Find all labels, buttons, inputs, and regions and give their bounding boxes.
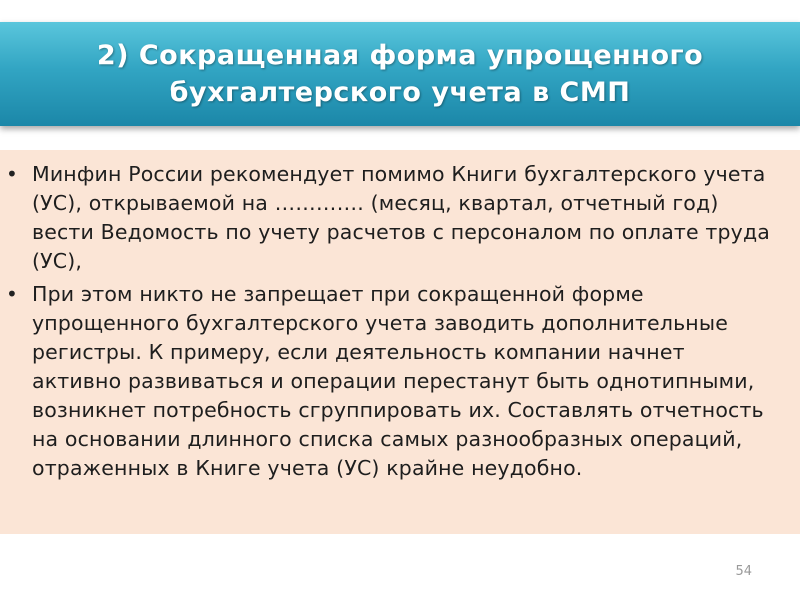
bullet-item bbox=[6, 160, 776, 276]
slide-title bbox=[40, 37, 760, 111]
bullet-marker: • bbox=[6, 162, 18, 186]
page-number: 54 bbox=[735, 564, 752, 579]
bullet-item bbox=[6, 280, 776, 483]
bullet-marker: • bbox=[6, 282, 18, 306]
content-panel bbox=[0, 150, 800, 534]
bullet-text: Минфин России рекомендует помимо Книги бухгалтерского учета (УС), открываемой на …………. (месяц, квартал, отчетный год) вести Ведомость по учету расчетов с персоналом по оплате труда (УС), bbox=[32, 162, 771, 273]
slide-title-line-2: бухгалтерского учета в СМП bbox=[169, 77, 631, 108]
title-banner bbox=[0, 22, 800, 126]
bullet-list bbox=[6, 160, 776, 487]
bullet-text: При этом никто не запрещает при сокращенной форме упрощенного бухгалтерского учета заводить дополнительные регистры. К примеру, если деятельность компании начнет активно развиваться и операции перестанут быть однотипными, возникнет потребность сгруппировать их. Составлять отчетность на основании длинного списка самых разнообразных операций, отраженных в Книге учета (УС) крайне неудобно. bbox=[32, 282, 764, 480]
slide-title-line-1: 2) Сокращенная форма упрощенного bbox=[96, 40, 704, 71]
